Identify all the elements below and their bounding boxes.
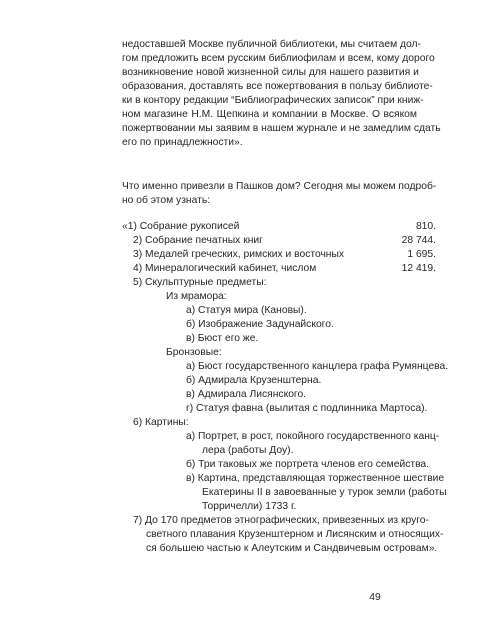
list-item-text: а) Бюст государственного канцлера графа Румянцева. (186, 361, 449, 372)
text-line: Что именно привезли в Пашков дом? Сегодня мы можем подроб- (122, 181, 437, 192)
list-item (122, 360, 449, 374)
list-item-text: в) Бюст его же. (186, 333, 259, 344)
list-item-continuation (122, 528, 442, 542)
list-item-text: 4) Минералогический кабинет, числом (133, 263, 317, 274)
list-item-text: 7) До 170 предметов этнографических, привезенных из круго- (133, 515, 429, 526)
list-item (122, 220, 442, 234)
list-subheading (122, 290, 442, 304)
list-item-text: г) Статуя фавна (вылитая с подлинника Мартоса). (186, 403, 428, 414)
list-item (122, 262, 442, 276)
text-line: но об этом узнать: (122, 195, 211, 206)
list-item-text: 5) Скульптурные предметы: (133, 277, 267, 288)
list-item-continuation (122, 542, 442, 556)
list-item-count: 28 744. (401, 235, 436, 246)
list-item-text: б) Адмирала Крузенштерна. (186, 375, 322, 386)
list-item-text: 3) Медалей греческих, римских и восточных (133, 249, 345, 260)
list-item-continuation (122, 500, 442, 514)
list-item-text: светного плавания Крузенштерном и Лисянским и относящих- (146, 529, 444, 540)
list-item (122, 234, 442, 248)
list-item-text: а) Статуя мира (Кановы). (186, 305, 307, 316)
list-item-continuation (122, 486, 447, 500)
list-item-text: Торричелли) 1733 г. (202, 501, 297, 512)
list-item (122, 388, 442, 402)
list-item-text: а) Портрет, в рост, покойного государственного канц- (186, 431, 440, 442)
text-line: возникновение новой жизненной силы для нашего развития и (122, 67, 419, 78)
list-item-text: лера (работы Доу). (202, 445, 294, 456)
text-line: недоставшей Москве публичной библиотеки, мы считаем дол- (122, 39, 421, 50)
list-item (122, 416, 442, 430)
list-item-text: Екатерины II в завоеванные у турок земли (работы (202, 487, 447, 498)
list-item (122, 430, 442, 444)
list-item-continuation (122, 444, 442, 458)
list-subheading (122, 346, 442, 360)
list-item-text: Бронзовые: (166, 347, 222, 358)
list-item (122, 276, 442, 290)
list-item-text: 6) Картины: (133, 417, 189, 428)
list-item-text: б) Изображение Задунайского. (186, 319, 334, 330)
list-item-text: в) Картина, представляющая торжественное шествие (186, 473, 445, 484)
text-line: ном магазине Н.М. Щепкина и компании в Москве. О всяком (122, 109, 417, 120)
text-line: ки в контору редакции “Библиографических записок” при книж- (122, 95, 424, 106)
list-item-text: б) Три таковых же портрета членов его семейства. (186, 459, 430, 470)
page-number: 49 (369, 592, 381, 603)
text-line: его по принадлежности». (122, 137, 243, 148)
list-item (122, 458, 442, 472)
list-item-text: «1) Собрание рукописей (122, 221, 240, 232)
text-line: пожертвовании мы заявим в нашем журнале и не замедлим сдать (122, 123, 441, 134)
list-item (122, 248, 442, 262)
text-line: образования, доставлять все пожертвования в пользу библиоте- (122, 81, 433, 92)
list-item-text: 2) Собрание печатных книг (133, 235, 263, 246)
list-item-text: Из мрамора: (166, 291, 227, 302)
list-item-count: 810. (415, 221, 436, 232)
list-item (122, 374, 442, 388)
list-item (122, 514, 442, 528)
collection-list (122, 220, 449, 556)
list-item-count: 12 419. (401, 263, 436, 274)
list-item (122, 318, 442, 332)
list-item-text: в) Адмирала Лисянского. (186, 389, 307, 400)
list-item-count: 1 695. (407, 249, 436, 260)
list-item (122, 332, 442, 346)
list-item-text: ся большею частью к Алеутским и Сандвичевым островам». (146, 543, 438, 554)
paragraph-quote-end (122, 38, 441, 150)
text-line: гом предложить всем русским библиофилам и всем, кому дорого (122, 53, 435, 64)
paragraph-question (122, 180, 437, 208)
list-item (122, 402, 442, 416)
list-item (122, 304, 442, 318)
list-item (122, 472, 445, 486)
